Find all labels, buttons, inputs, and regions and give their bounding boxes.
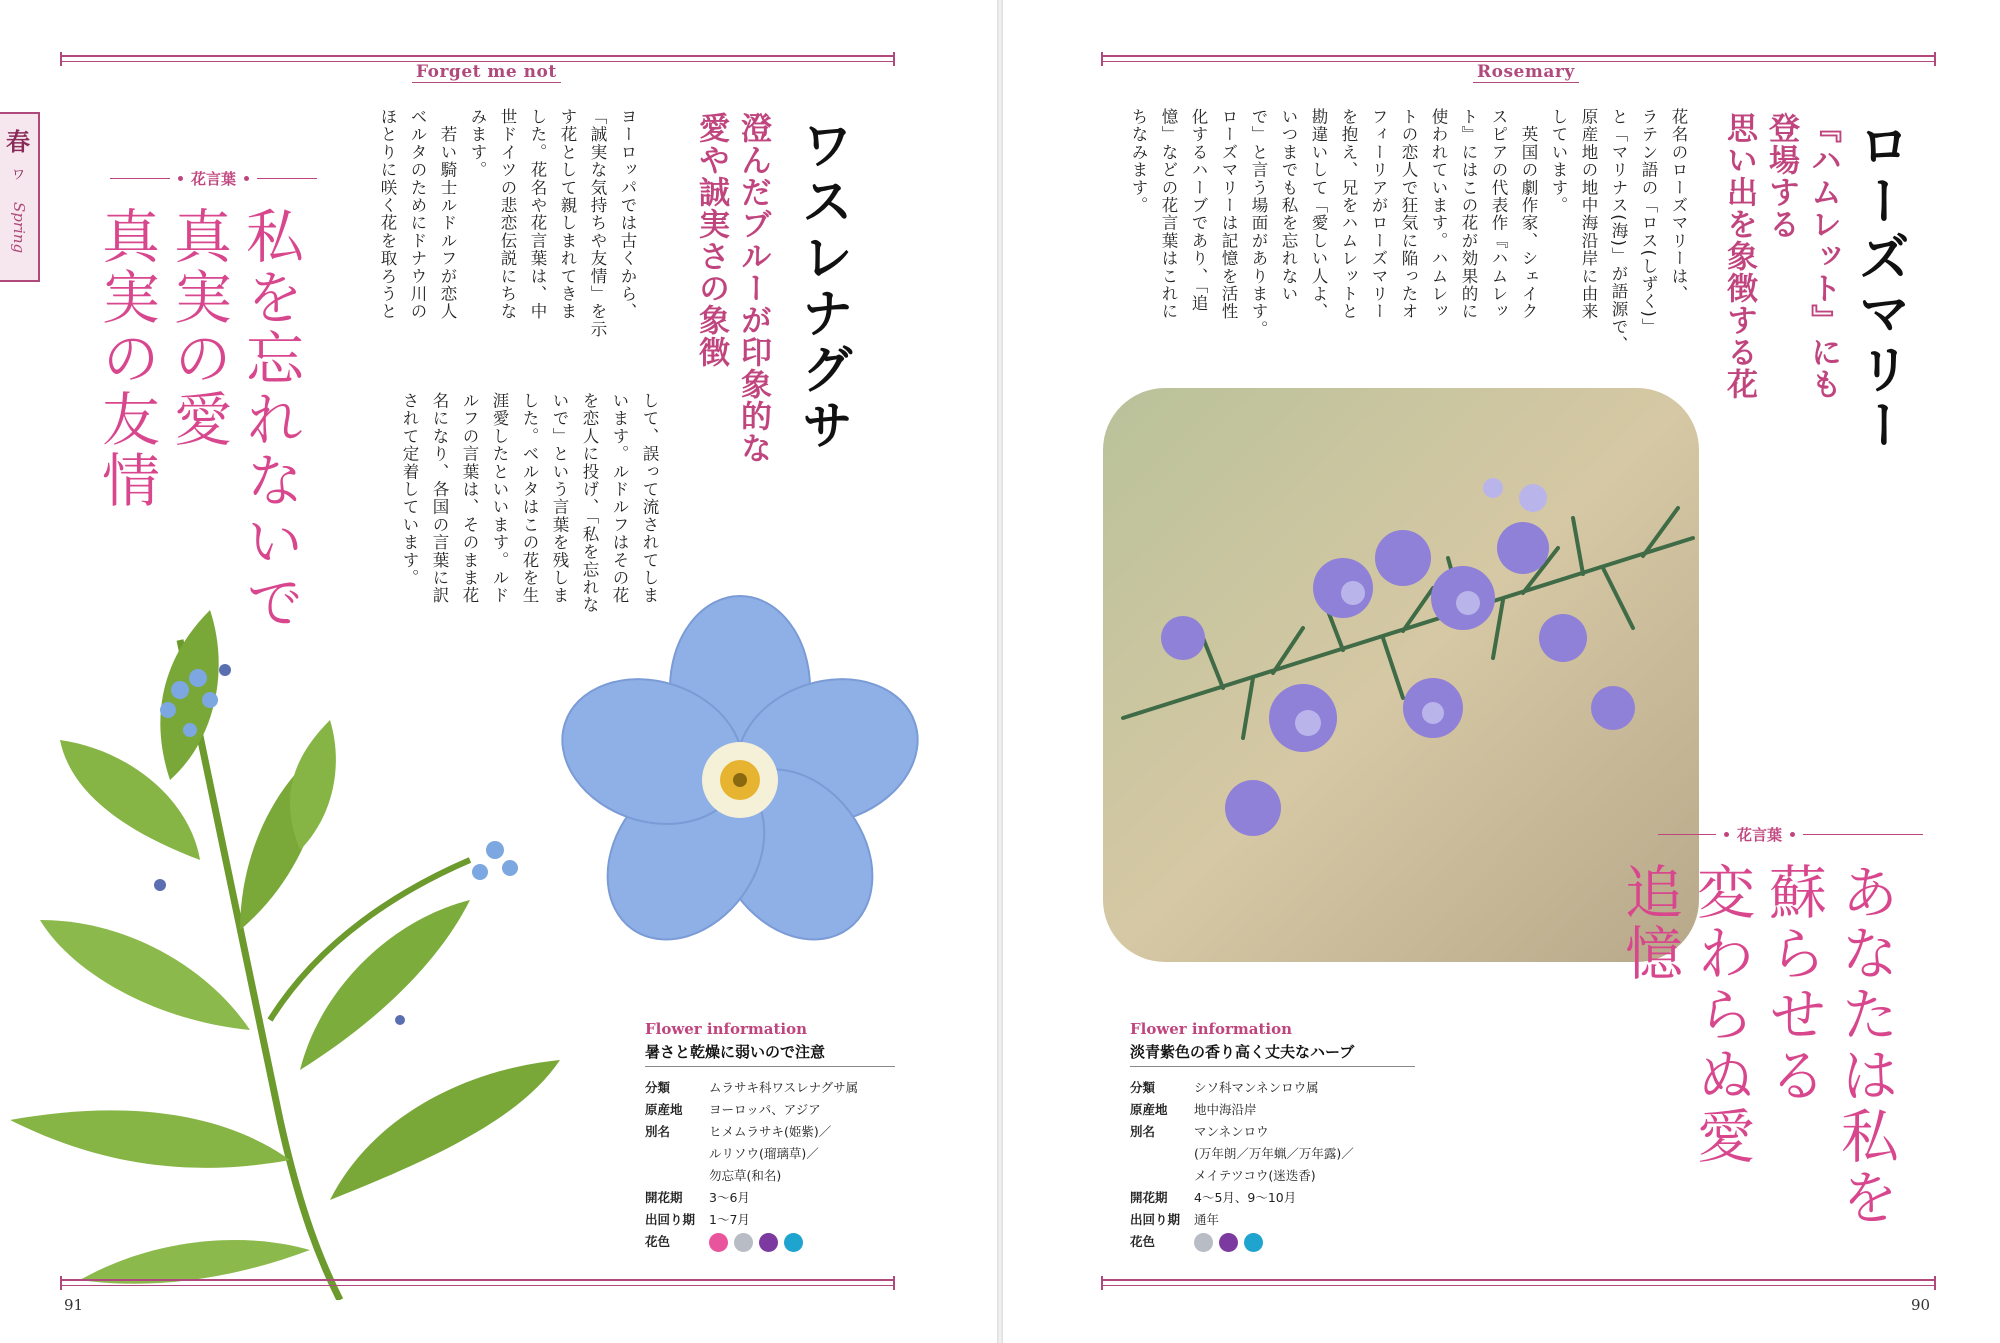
- subtitle-line: 登場する: [1763, 112, 1799, 240]
- info-value: 通年: [1194, 1212, 1220, 1227]
- flower-info-panel: [1130, 1020, 1415, 1254]
- body-line: ちなみます。: [1129, 108, 1148, 215]
- info-row: [1130, 1231, 1354, 1254]
- info-key: 花色: [645, 1234, 671, 1249]
- info-row: [645, 1165, 858, 1187]
- body-line: ルフの言葉は、そのまま花: [460, 392, 479, 605]
- body-line: した。ベルタはこの花を生: [520, 392, 539, 605]
- body-line: されて定着しています。: [400, 392, 419, 587]
- info-key: 出回り期: [1130, 1212, 1181, 1227]
- body-line: 憶」などの花言葉はこれに: [1159, 108, 1178, 321]
- body-line: 涯愛したといいます。ルド: [490, 392, 509, 605]
- info-value: 3～6月: [709, 1190, 750, 1205]
- color-swatch: [734, 1233, 753, 1252]
- running-title: Forget me not: [412, 62, 561, 83]
- body-line: フィーリアがローズマリー: [1369, 108, 1388, 321]
- subtitle-line: 思い出を象徴する花: [1721, 112, 1757, 400]
- season-kanji: 春: [6, 127, 30, 156]
- info-key: 開花期: [1130, 1190, 1168, 1205]
- phrase: 変わらぬ愛: [1687, 862, 1755, 1167]
- info-row: [645, 1077, 858, 1099]
- info-value: 地中海沿岸: [1194, 1102, 1257, 1117]
- body-line: 英国の劇作家、シェイク: [1519, 108, 1538, 321]
- color-swatch: [1194, 1233, 1213, 1252]
- info-row: [645, 1121, 858, 1143]
- body-line: スピアの代表作『ハムレッ: [1489, 108, 1508, 321]
- page-number: 90: [1911, 1296, 1931, 1314]
- hanakotoba-label-text: 花言葉: [1737, 826, 1783, 844]
- info-key: 分類: [645, 1080, 671, 1095]
- info-value: ルリソウ(瑠璃草)／: [709, 1146, 819, 1161]
- info-value: ヨーロッパ、アジア: [709, 1102, 821, 1117]
- bottom-rule: [60, 1276, 895, 1290]
- phrase: 真実の愛: [164, 206, 232, 450]
- body-line: いで」という言葉を残しま: [550, 392, 569, 605]
- body-line: 若い騎士ルドルフが恋人: [438, 108, 457, 321]
- info-value: 勿忘草(和名): [709, 1168, 782, 1183]
- phrase: 追憶: [1615, 862, 1683, 984]
- hanakotoba-phrases: [90, 206, 306, 636]
- info-row: [1130, 1143, 1354, 1165]
- body-line: ベルタのためにドナウ川の: [408, 108, 427, 321]
- info-key: 別名: [645, 1124, 671, 1139]
- body-line: ローズマリーは記憶を活性: [1219, 108, 1238, 321]
- info-key: 原産地: [645, 1102, 683, 1117]
- flower-info-header: Flower information: [645, 1020, 808, 1038]
- info-row: [645, 1099, 858, 1121]
- color-swatch: [759, 1233, 778, 1252]
- forget-me-not-plant-illustration: [0, 600, 640, 1300]
- body-line: して、誤って流されてしま: [640, 392, 659, 605]
- flower-color-swatches: [709, 1233, 858, 1252]
- season-kana: ワ: [12, 168, 26, 183]
- forget-me-not-flower-closeup: [560, 580, 980, 1000]
- season-english: Spring: [10, 202, 28, 254]
- right-page: [1003, 0, 2000, 1343]
- body-line: ラテン語の「ロス(しずく)」: [1639, 108, 1658, 336]
- page-title: ローズマリー: [1849, 118, 1909, 454]
- info-row: [645, 1209, 858, 1231]
- body-line: みます。: [468, 108, 487, 179]
- running-title: Rosemary: [1473, 62, 1579, 83]
- info-value: ムラサキ科ワスレナグサ属: [709, 1080, 859, 1095]
- info-row: [1130, 1187, 1354, 1209]
- info-key: 別名: [1130, 1124, 1156, 1139]
- hanakotoba-label: [110, 168, 317, 189]
- info-row: [1130, 1209, 1354, 1231]
- season-tab[interactable]: [0, 112, 40, 282]
- body-line: 使われています。ハムレッ: [1429, 108, 1448, 321]
- body-line: トの恋人で狂気に陥ったオ: [1399, 108, 1418, 321]
- body-line: で」と言う場面があります。: [1249, 108, 1268, 339]
- body-line: と「マリナス(海)」が語源で、: [1609, 108, 1628, 354]
- info-value: 1～7月: [709, 1212, 750, 1227]
- info-key: [1130, 1143, 1194, 1165]
- body-line: 世ドイツの悲恋伝説にちな: [498, 108, 517, 321]
- flower-info-table: [1130, 1077, 1354, 1254]
- body-line: を抱え、兄をハムレットと: [1339, 108, 1358, 321]
- color-swatch: [709, 1233, 728, 1252]
- info-row: [1130, 1077, 1354, 1099]
- body-line: 「誠実な気持ちや友情」を示: [588, 108, 607, 339]
- color-swatch: [1244, 1233, 1263, 1252]
- info-key: 原産地: [1130, 1102, 1168, 1117]
- info-key: 分類: [1130, 1080, 1156, 1095]
- info-key: 出回り期: [645, 1212, 696, 1227]
- info-row: [1130, 1165, 1354, 1187]
- hanakotoba-phrases: [1613, 862, 1901, 1282]
- info-key: 花色: [1130, 1234, 1156, 1249]
- bottom-rule: [1101, 1276, 1936, 1290]
- flower-info-panel: [645, 1020, 895, 1254]
- info-row: [1130, 1099, 1354, 1121]
- info-row: [645, 1143, 858, 1165]
- phrase: 真実の友情: [92, 206, 160, 511]
- hanakotoba-label: [1658, 824, 1923, 845]
- phrase: 蘇らせる: [1759, 862, 1827, 1106]
- info-row: [1130, 1121, 1354, 1143]
- info-value: (万年朗／万年蝋／万年露)／: [1194, 1146, 1354, 1161]
- info-key: [1130, 1165, 1194, 1187]
- info-row: [645, 1187, 858, 1209]
- subtitle-line: 愛や誠実さの象徴: [693, 112, 729, 368]
- phrase: あなたは私を: [1831, 862, 1899, 1228]
- page-number: 91: [64, 1296, 84, 1314]
- body-line: しています。: [1549, 108, 1568, 215]
- body-line: ほとりに咲く花を取ろうと: [378, 108, 397, 321]
- flower-info-table: [645, 1077, 858, 1254]
- subtitle-line: 『ハムレット』にも: [1805, 112, 1841, 400]
- page-title: ワスレナグサ: [792, 118, 852, 454]
- info-value: 4～5月、9～10月: [1194, 1190, 1297, 1205]
- info-row: [645, 1231, 858, 1254]
- body-line: 名になり、各国の言葉に訳: [430, 392, 449, 605]
- info-value: メイテツコウ(迷迭香): [1194, 1168, 1316, 1183]
- info-key: 開花期: [645, 1190, 683, 1205]
- body-line: を恋人に投げ、「私を忘れな: [580, 392, 599, 614]
- rosemary-photo: [1103, 388, 1699, 962]
- info-key: [645, 1143, 709, 1165]
- color-swatch: [1219, 1233, 1238, 1252]
- info-value: ヒメムラサキ(姫紫)／: [709, 1124, 832, 1139]
- body-line: ト』にはこの花が効果的に: [1459, 108, 1478, 321]
- info-value: マンネンロウ: [1194, 1124, 1269, 1139]
- body-text: [1123, 108, 1693, 373]
- left-page: [0, 0, 997, 1343]
- phrase: 私を忘れないで: [236, 206, 304, 633]
- flower-info-catch: 淡青紫色の香り高く丈夫なハーブ: [1130, 1041, 1415, 1067]
- body-upper: [372, 108, 642, 393]
- body-line: 花名のローズマリーは、: [1669, 108, 1688, 303]
- rosemary-photo-art: [1103, 388, 1699, 962]
- body-line: した。花名や花言葉は、中: [528, 108, 547, 321]
- flower-color-swatches: [1194, 1233, 1354, 1252]
- info-value: シソ科マンネンロウ属: [1194, 1080, 1319, 1095]
- body-line: いつまでも私を忘れない: [1279, 108, 1298, 303]
- body-line: います。ルドルフはその花: [610, 392, 629, 605]
- body-line: 化するハーブであり、「追: [1189, 108, 1208, 313]
- hanakotoba-label-text: 花言葉: [191, 170, 237, 188]
- info-key: [645, 1165, 709, 1187]
- flower-info-catch: 暑さと乾燥に弱いので注意: [645, 1041, 895, 1067]
- subtitle-line: 澄んだブルーが印象的な: [735, 112, 771, 464]
- color-swatch: [784, 1233, 803, 1252]
- body-line: 勘違いして「愛しい人よ、: [1309, 108, 1328, 321]
- body-line: 原産地の地中海沿岸に由来: [1579, 108, 1598, 321]
- subtitle: [690, 112, 774, 464]
- body-line: ヨーロッパでは古くから、: [618, 108, 637, 321]
- body-line: す花として親しまれてきま: [558, 108, 577, 321]
- flower-info-header: Flower information: [1130, 1020, 1293, 1038]
- subtitle: [1718, 112, 1844, 400]
